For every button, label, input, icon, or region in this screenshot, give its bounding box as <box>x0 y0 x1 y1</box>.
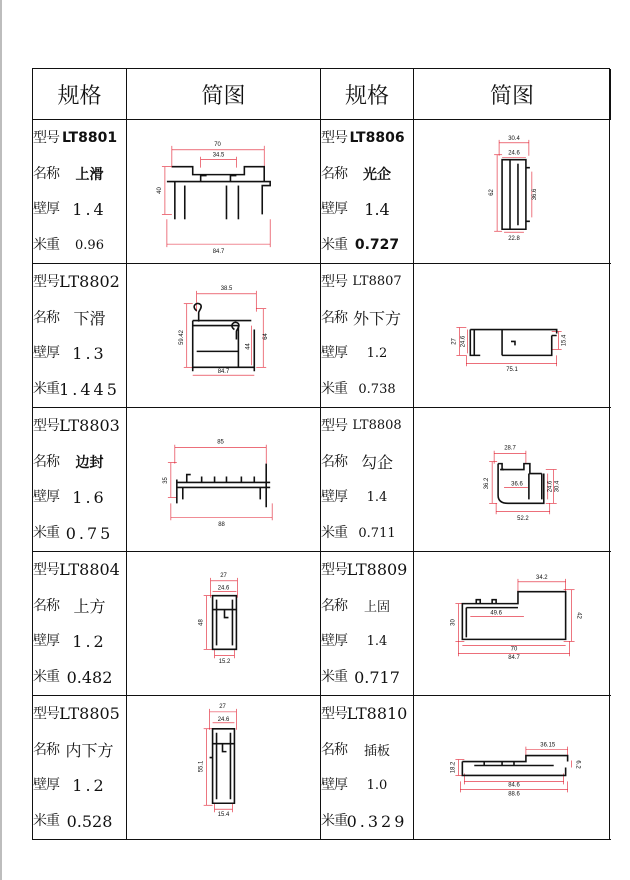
dim-label: 36.15 <box>540 742 556 749</box>
label-weight: 米重 <box>321 669 347 686</box>
profile-drawing-lt8807 <box>414 264 611 407</box>
name-value: 光企 <box>363 166 391 183</box>
dim-label: 24.6 <box>508 150 520 157</box>
label-wall: 壁厚 <box>321 633 347 650</box>
wall-value: 1.2 <box>366 345 388 361</box>
header-drawing-left: 简图 <box>127 69 321 120</box>
dim-label: 48 <box>198 619 205 626</box>
spec-cell-lt8810 <box>321 696 414 840</box>
name-value: 内下方 <box>65 741 114 761</box>
drawing-lt8806 <box>414 120 611 264</box>
spec-cell-lt8803 <box>33 408 127 552</box>
spec-cell-lt8802 <box>33 264 127 408</box>
dim-label: 30.4 <box>508 135 520 142</box>
label-model: 型号 <box>321 129 347 146</box>
model-value: LT8803 <box>59 416 120 436</box>
label-wall: 壁厚 <box>33 201 59 218</box>
dim-label: 75.1 <box>506 367 518 374</box>
model-value: LT8804 <box>59 560 120 580</box>
spec-table <box>32 68 610 840</box>
dim-label: 24.6 <box>217 716 230 723</box>
header-spec-left: 规格 <box>33 69 127 120</box>
wall-value: 1.4 <box>366 633 388 649</box>
name-value: 上固 <box>363 600 390 616</box>
wall-value: 1.4 <box>366 489 388 505</box>
dim-label: 15.2 <box>218 659 231 666</box>
name-value: 上滑 <box>75 166 104 183</box>
label-weight: 米重 <box>33 813 59 830</box>
weight-value: 0.717 <box>354 667 400 687</box>
header-spec-right: 规格 <box>321 69 414 120</box>
dim-label: 44 <box>245 343 252 350</box>
label-name: 名称 <box>321 741 347 758</box>
dim-label: 30.4 <box>554 480 561 493</box>
header-drawing-right: 简图 <box>414 69 611 120</box>
profile-spec-sheet <box>32 68 610 840</box>
profile-drawing-lt8801 <box>127 120 320 263</box>
spec-cell-lt8801 <box>33 120 127 264</box>
weight-value: 0.738 <box>358 381 396 397</box>
label-model: 型号 <box>33 273 59 290</box>
label-wall: 壁厚 <box>33 345 59 362</box>
wall-value: 1.3 <box>72 343 107 363</box>
drawing-lt8810 <box>414 696 611 840</box>
weight-value: 0.711 <box>358 525 396 541</box>
model-value: LT8810 <box>346 704 408 724</box>
label-model: 型号 <box>321 561 347 578</box>
label-weight: 米重 <box>33 381 59 398</box>
dim-label: 84.7 <box>217 369 230 376</box>
dim-label: 27 <box>219 703 226 710</box>
label-model: 型号 <box>33 129 59 146</box>
drawing-lt8805 <box>127 696 321 840</box>
model-value: LT8808 <box>352 418 402 434</box>
label-name: 名称 <box>33 309 59 326</box>
profile-drawing-lt8805 <box>127 696 320 839</box>
label-name: 名称 <box>321 165 347 182</box>
dim-label: 64 <box>263 333 270 340</box>
profile-drawing-lt8808 <box>414 408 611 551</box>
dim-label: 35 <box>162 477 169 484</box>
label-weight: 米重 <box>33 237 59 254</box>
dim-label: 55.1 <box>198 760 205 773</box>
weight-value: 0.528 <box>66 811 113 831</box>
wall-value: 1.2 <box>72 631 107 651</box>
name-value: 勾企 <box>360 453 393 473</box>
dim-label: 30 <box>450 619 457 626</box>
wall-value: 1.6 <box>72 487 107 507</box>
label-model: 型号 <box>33 417 59 434</box>
profile-drawing-lt8804 <box>127 552 320 695</box>
dim-label: 49.6 <box>490 610 502 617</box>
label-model: 型号 <box>321 273 347 290</box>
label-wall: 壁厚 <box>33 633 59 650</box>
label-model: 型号 <box>321 705 347 722</box>
dim-label: 22.8 <box>508 236 520 243</box>
drawing-lt8807 <box>414 264 611 408</box>
dim-label: 15.4 <box>561 334 568 347</box>
wall-value: 1.0 <box>366 777 388 793</box>
label-model: 型号 <box>33 561 59 578</box>
model-value: LT8801 <box>61 129 118 146</box>
label-weight: 米重 <box>33 525 59 542</box>
dim-label: 88 <box>218 522 225 529</box>
model-value: LT8809 <box>346 560 408 580</box>
spec-cell-lt8807 <box>321 264 414 408</box>
model-value: LT8802 <box>59 272 120 292</box>
label-weight: 米重 <box>321 237 347 254</box>
dim-label: 24.6 <box>217 585 230 592</box>
drawing-lt8809 <box>414 552 611 696</box>
label-weight: 米重 <box>321 381 347 398</box>
dim-label: 18.2 <box>450 761 457 774</box>
label-weight: 米重 <box>321 813 347 830</box>
wall-value: 1.4 <box>364 199 390 219</box>
label-wall: 壁厚 <box>321 345 347 362</box>
spec-cell-lt8804 <box>33 552 127 696</box>
profile-drawing-lt8809 <box>414 552 611 695</box>
dim-label: 70 <box>510 646 518 653</box>
spec-cell-lt8805 <box>33 696 127 840</box>
dim-label: 59.42 <box>178 330 185 345</box>
model-value: LT8805 <box>59 704 120 724</box>
drawing-lt8804 <box>127 552 321 696</box>
weight-value: 0.329 <box>346 811 408 831</box>
dim-label: 52.2 <box>517 516 529 523</box>
weight-value: 1.445 <box>59 379 120 399</box>
dim-label: 6.2 <box>574 760 581 769</box>
name-value: 上方 <box>73 597 106 617</box>
model-value: LT8806 <box>349 129 405 146</box>
label-weight: 米重 <box>33 669 59 686</box>
spec-cell-lt8808 <box>321 408 414 552</box>
name-value: 下滑 <box>73 309 106 329</box>
label-wall: 壁厚 <box>33 489 59 506</box>
weight-value: 0.482 <box>66 667 113 687</box>
spec-cell-lt8806 <box>321 120 414 264</box>
dim-label: 34.5 <box>212 152 225 159</box>
drawing-lt8801 <box>127 120 321 264</box>
dim-label: 84.6 <box>508 782 520 789</box>
label-wall: 壁厚 <box>321 777 347 794</box>
dim-label: 15.4 <box>217 812 230 819</box>
label-name: 名称 <box>33 165 59 182</box>
model-value: LT8807 <box>352 274 402 290</box>
label-name: 名称 <box>321 309 347 326</box>
dim-label: 36.6 <box>511 481 523 488</box>
profile-drawing-lt8810 <box>414 696 611 839</box>
label-wall: 壁厚 <box>33 777 59 794</box>
dim-label: 42 <box>575 612 582 619</box>
dim-label: 84.7 <box>508 655 520 662</box>
dim-label: 27 <box>451 338 458 345</box>
dim-label: 62 <box>489 189 496 196</box>
weight-value: 0.96 <box>75 237 104 253</box>
label-model: 型号 <box>33 705 59 722</box>
dim-label: 88.6 <box>508 791 520 798</box>
label-weight: 米重 <box>321 525 347 542</box>
wall-value: 1.4 <box>72 199 107 219</box>
weight-value: 0.727 <box>354 237 400 254</box>
name-value: 插板 <box>363 744 390 760</box>
label-model: 型号 <box>321 417 347 434</box>
label-name: 名称 <box>33 453 59 470</box>
dim-label: 24.6 <box>547 480 554 493</box>
dim-label: 38.5 <box>220 285 233 292</box>
dim-label: 28.7 <box>504 445 516 452</box>
drawing-lt8803 <box>127 408 321 552</box>
name-value: 边封 <box>75 454 104 471</box>
label-name: 名称 <box>33 597 59 614</box>
profile-drawing-lt8803 <box>127 408 320 551</box>
profile-drawing-lt8802 <box>127 264 320 407</box>
label-name: 名称 <box>33 741 59 758</box>
weight-value: 0.75 <box>65 523 114 543</box>
dim-label: 84.7 <box>212 249 225 256</box>
label-name: 名称 <box>321 453 347 470</box>
dim-label: 34.2 <box>536 574 548 581</box>
dim-label: 24.6 <box>460 335 467 348</box>
dim-label: 85 <box>217 439 224 446</box>
label-name: 名称 <box>321 597 347 614</box>
profile-drawing-lt8806 <box>414 120 611 263</box>
spec-cell-lt8809 <box>321 552 414 696</box>
dim-label: 27 <box>220 572 227 579</box>
dim-label: 36.6 <box>531 188 538 201</box>
dim-label: 40 <box>156 187 163 194</box>
label-wall: 壁厚 <box>321 489 347 506</box>
drawing-lt8802 <box>127 264 321 408</box>
page-edge-rule <box>0 0 2 880</box>
wall-value: 1.2 <box>72 775 107 795</box>
drawing-lt8808 <box>414 408 611 552</box>
name-value: 外下方 <box>352 309 401 329</box>
dim-label: 36.2 <box>484 477 491 490</box>
label-wall: 壁厚 <box>321 201 347 218</box>
dim-label: 70 <box>214 141 221 148</box>
